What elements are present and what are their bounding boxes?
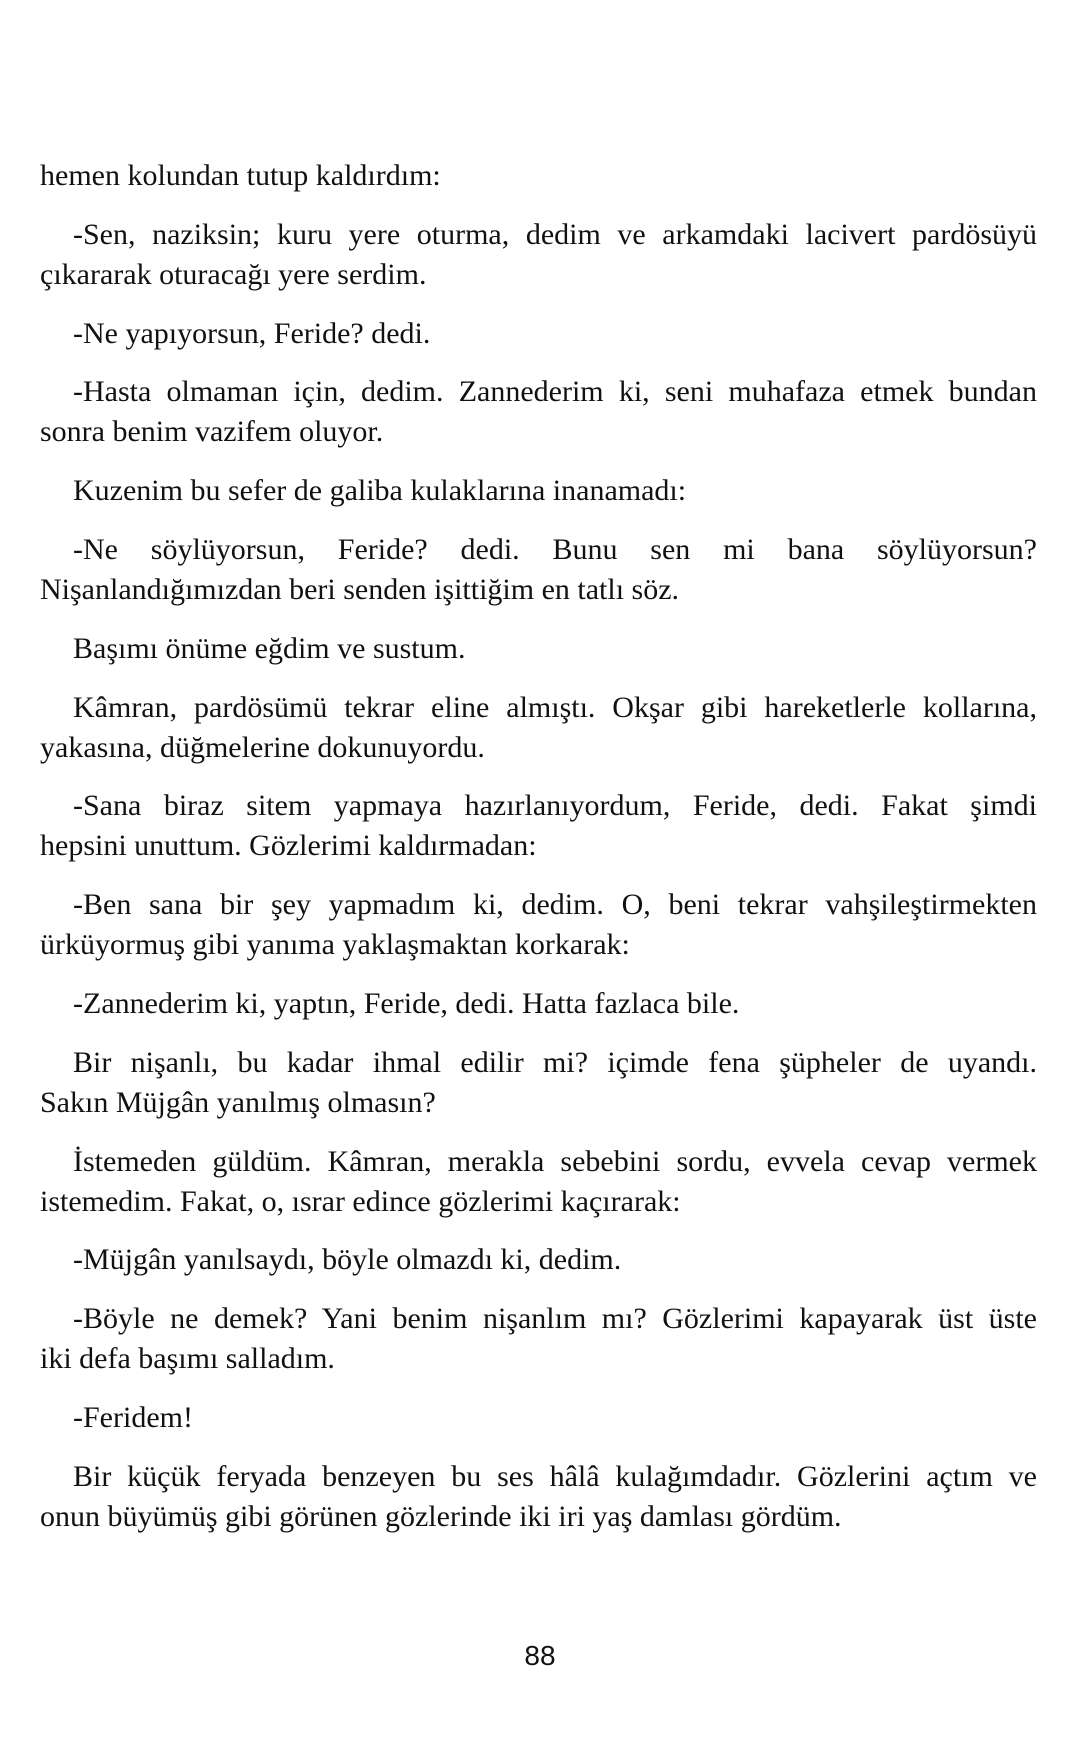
paragraph: [40, 629, 1037, 669]
text-line: -Müjgân yanılsaydı, böyle olmazdı ki, dedim.: [73, 1243, 622, 1277]
text-line: Sakın Müjgân yanılmış olmasın?: [40, 1085, 436, 1119]
text-line: Kuzenim bu sefer de galiba kulaklarına inanamadı:: [73, 474, 687, 508]
text-line: İstemeden güldüm. Kâmran, merakla sebebini sordu, evvela cevap vermek: [73, 1144, 1037, 1178]
text-line: sonra benim vazifem oluyor.: [40, 415, 384, 449]
text-line: ürküyormuş gibi yanıma yaklaşmaktan korkarak:: [40, 928, 630, 962]
text-line: çıkararak oturacağı yere serdim.: [40, 257, 427, 291]
text-line: -Ben sana bir şey yapmadım ki, dedim. O, beni tekrar vahşileştirmekten: [73, 888, 1037, 922]
text-line: Bir küçük feryada benzeyen bu ses hâlâ kulağımdadır. Gözlerini açtım ve: [73, 1459, 1037, 1493]
text-line: -Sana biraz sitem yapmaya hazırlanıyordum, Feride, dedi. Fakat şimdi: [73, 789, 1037, 823]
text-line: -Ne söylüyorsun, Feride? dedi. Bunu sen mi bana söylüyorsun?: [73, 532, 1037, 566]
page-body-text: [40, 156, 1037, 1556]
paragraph: [40, 1043, 1037, 1123]
text-line: Nişanlandığımızdan beri senden işittiğim en tatlı söz.: [40, 572, 680, 606]
text-line: -Feridem!: [73, 1400, 193, 1434]
paragraph: [40, 372, 1037, 452]
text-line: Bir nişanlı, bu kadar ihmal edilir mi? içimde fena şüpheler de uyandı.: [73, 1045, 1037, 1079]
paragraph: [40, 1240, 1037, 1280]
text-line: hepsini unuttum. Gözlerimi kaldırmadan:: [40, 829, 537, 863]
paragraph: [40, 530, 1037, 610]
text-line: Başımı önüme eğdim ve sustum.: [73, 631, 466, 665]
text-line: -Sen, naziksin; kuru yere oturma, dedim ve arkamdaki lacivert pardösüyü: [73, 217, 1037, 251]
text-line: Kâmran, pardösümü tekrar eline almıştı. Okşar gibi hareketlerle kollarına,: [73, 690, 1037, 724]
paragraph: [40, 1398, 1037, 1438]
paragraph: [40, 786, 1037, 866]
text-line: iki defa başımı salladım.: [40, 1342, 335, 1376]
text-line: -Hasta olmaman için, dedim. Zannederim ki, seni muhafaza etmek bundan: [73, 375, 1037, 409]
paragraph: [40, 885, 1037, 965]
page-number: 88: [524, 1640, 556, 1671]
text-line: istemedim. Fakat, o, ısrar edince gözlerimi kaçırarak:: [40, 1184, 681, 1218]
paragraph: [40, 1457, 1037, 1537]
text-line: yakasına, düğmelerine dokunuyordu.: [40, 730, 485, 764]
paragraph: [40, 471, 1037, 511]
paragraph: [40, 314, 1037, 354]
text-line: hemen kolundan tutup kaldırdım:: [40, 159, 441, 192]
text-line: onun büyümüş gibi görünen gözlerinde iki iri yaş damlası gördüm.: [40, 1499, 842, 1533]
paragraph: [40, 688, 1037, 768]
paragraph: [40, 215, 1037, 295]
text-line: -Ne yapıyorsun, Feride? dedi.: [73, 316, 431, 350]
paragraph: [40, 1142, 1037, 1222]
text-line: -Zannederim ki, yaptın, Feride, dedi. Hatta fazlaca bile.: [73, 986, 740, 1020]
paragraph: [40, 156, 1037, 196]
paragraph: [40, 984, 1037, 1024]
paragraph: [40, 1299, 1037, 1379]
text-line: -Böyle ne demek? Yani benim nişanlım mı? Gözlerimi kapayarak üst üste: [73, 1302, 1037, 1336]
